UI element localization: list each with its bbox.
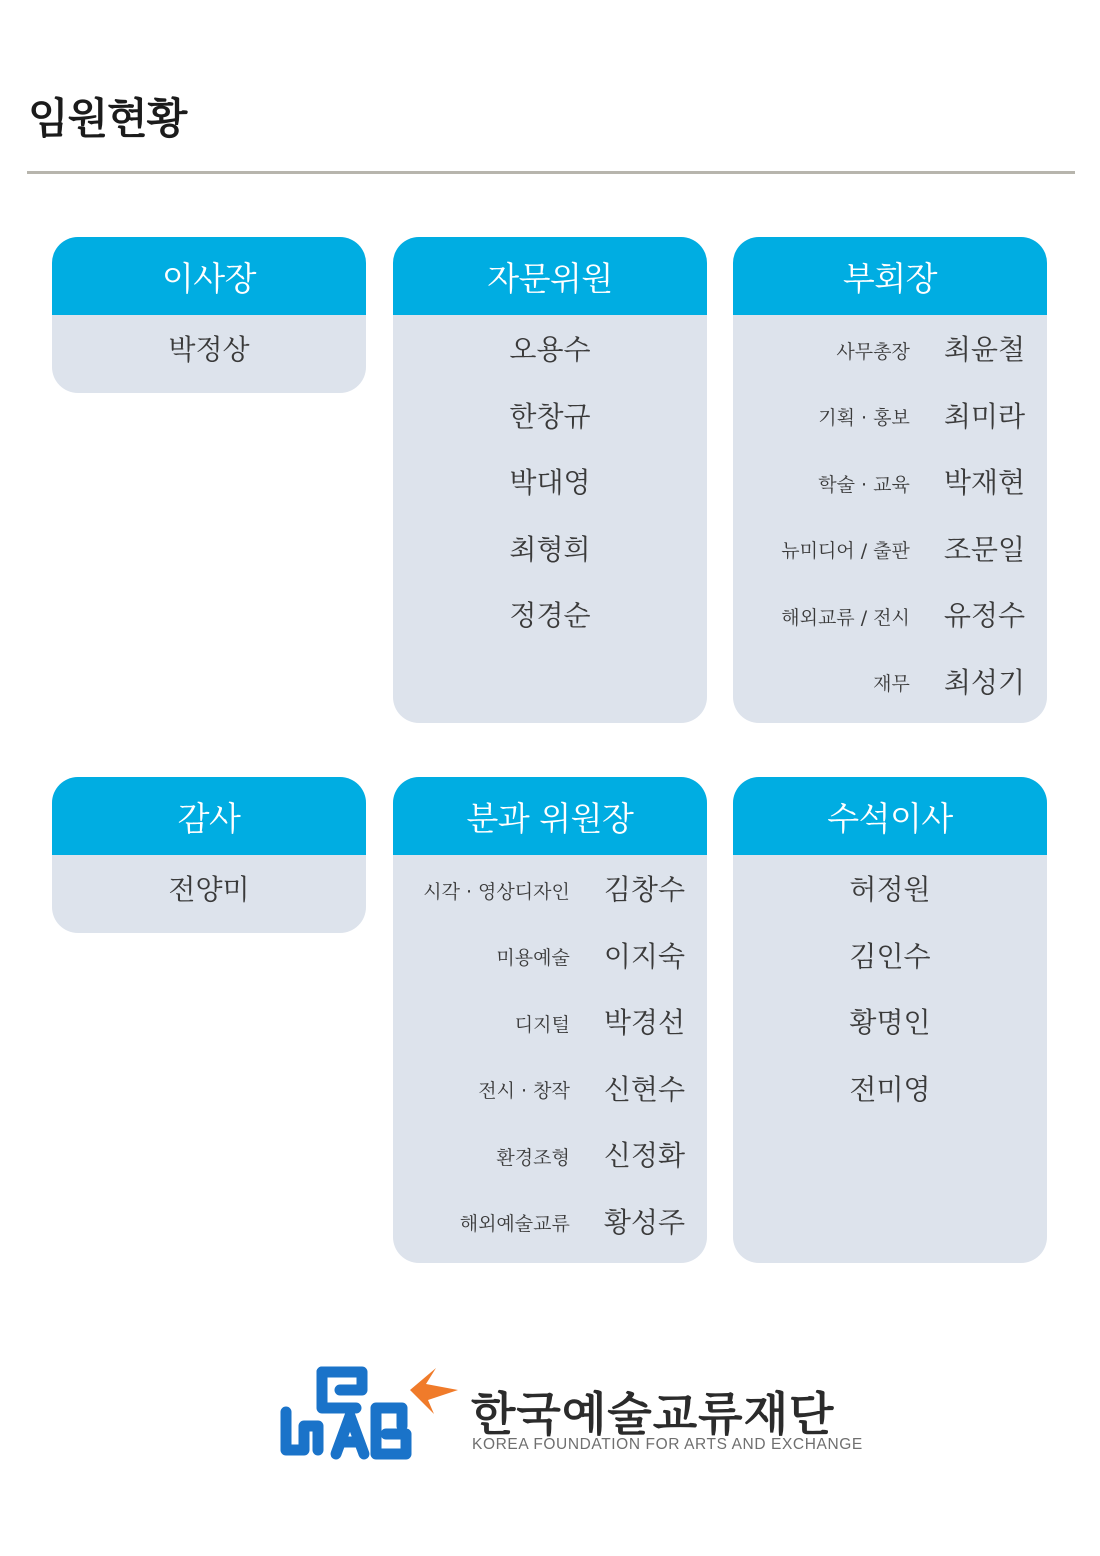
list-item: [733, 1055, 1047, 1122]
role-label: 시각 · 영상디자인: [423, 880, 570, 903]
panel-senior-directors: [733, 777, 1047, 1263]
role-label: 해외예술교류: [459, 1213, 570, 1236]
member-name: 이지숙: [603, 939, 685, 973]
org-name: 한국예술교류재단: [471, 1387, 835, 1441]
list-item: [393, 922, 707, 989]
member-name: 유정수: [943, 599, 1025, 633]
member-name: 황명인: [849, 1006, 931, 1040]
list-item: [733, 515, 1047, 582]
list-item: [733, 382, 1047, 449]
role-label: 환경조형: [496, 1146, 570, 1169]
member-name: 김창수: [603, 873, 685, 907]
role-label: 뉴미디어 / 출판: [781, 540, 910, 563]
role-label: 사무총장: [836, 340, 910, 363]
list-item: [393, 581, 707, 648]
list-item: [393, 1121, 707, 1188]
list-item: [393, 315, 707, 382]
member-name: 박재현: [943, 466, 1025, 500]
member-name: 조문일: [943, 532, 1025, 566]
list-item: [733, 855, 1047, 922]
role-label: 기획 · 홍보: [818, 407, 910, 430]
member-name: 박정상: [168, 333, 250, 367]
member-name: 박대영: [509, 466, 591, 500]
list-item: [393, 515, 707, 582]
panel-auditor: [52, 777, 366, 933]
title-divider: [27, 171, 1075, 174]
list-item: [52, 315, 366, 382]
panel-title: 이사장: [52, 237, 366, 315]
member-name: 정경순: [509, 599, 591, 633]
list-item: [733, 648, 1047, 715]
list-item: [733, 581, 1047, 648]
panel-title: 수석이사: [733, 777, 1047, 855]
member-name: 전양미: [168, 873, 250, 907]
member-name: 최성기: [943, 665, 1025, 699]
member-name: 황성주: [603, 1205, 685, 1239]
list-item: [393, 1188, 707, 1255]
panel-title: 자문위원: [393, 237, 707, 315]
member-name: 신현수: [603, 1072, 685, 1106]
panel-title: 부회장: [733, 237, 1047, 315]
member-name: 김인수: [849, 939, 931, 973]
panel-vice-presidents: [733, 237, 1047, 723]
member-name: 허정원: [849, 873, 931, 907]
member-name: 최윤철: [943, 333, 1025, 367]
member-name: 신정화: [603, 1139, 685, 1173]
page-title: 임원현황: [28, 94, 187, 143]
role-label: 전시 · 창작: [478, 1080, 570, 1103]
kfae-logo-icon: [278, 1350, 463, 1465]
member-name: 오용수: [509, 333, 591, 367]
org-name-en: KOREA FOUNDATION FOR ARTS AND EXCHANGE: [472, 1436, 863, 1453]
list-item: [733, 448, 1047, 515]
panel-title: 감사: [52, 777, 366, 855]
list-item: [393, 448, 707, 515]
list-item: [393, 855, 707, 922]
member-name: 전미영: [849, 1072, 931, 1106]
role-label: 해외교류 / 전시: [781, 606, 910, 629]
list-item: [733, 922, 1047, 989]
list-item: [393, 988, 707, 1055]
role-label: 재무: [873, 673, 910, 696]
panel-advisors: [393, 237, 707, 723]
member-name: 한창규: [509, 399, 591, 433]
list-item: [52, 855, 366, 922]
panel-title: 분과 위원장: [393, 777, 707, 855]
panel-division-heads: [393, 777, 707, 1263]
member-name: 박경선: [603, 1006, 685, 1040]
foundation-logo: [278, 1350, 863, 1470]
list-item: [393, 1055, 707, 1122]
list-item: [733, 315, 1047, 382]
list-item: [393, 382, 707, 449]
role-label: 디지털: [514, 1013, 570, 1036]
member-name: 최형희: [509, 532, 591, 566]
member-name: 최미라: [943, 399, 1025, 433]
list-item: [733, 988, 1047, 1055]
role-label: 미용예술: [496, 947, 570, 970]
role-label: 학술 · 교육: [818, 473, 910, 496]
panel-chairman: [52, 237, 366, 393]
